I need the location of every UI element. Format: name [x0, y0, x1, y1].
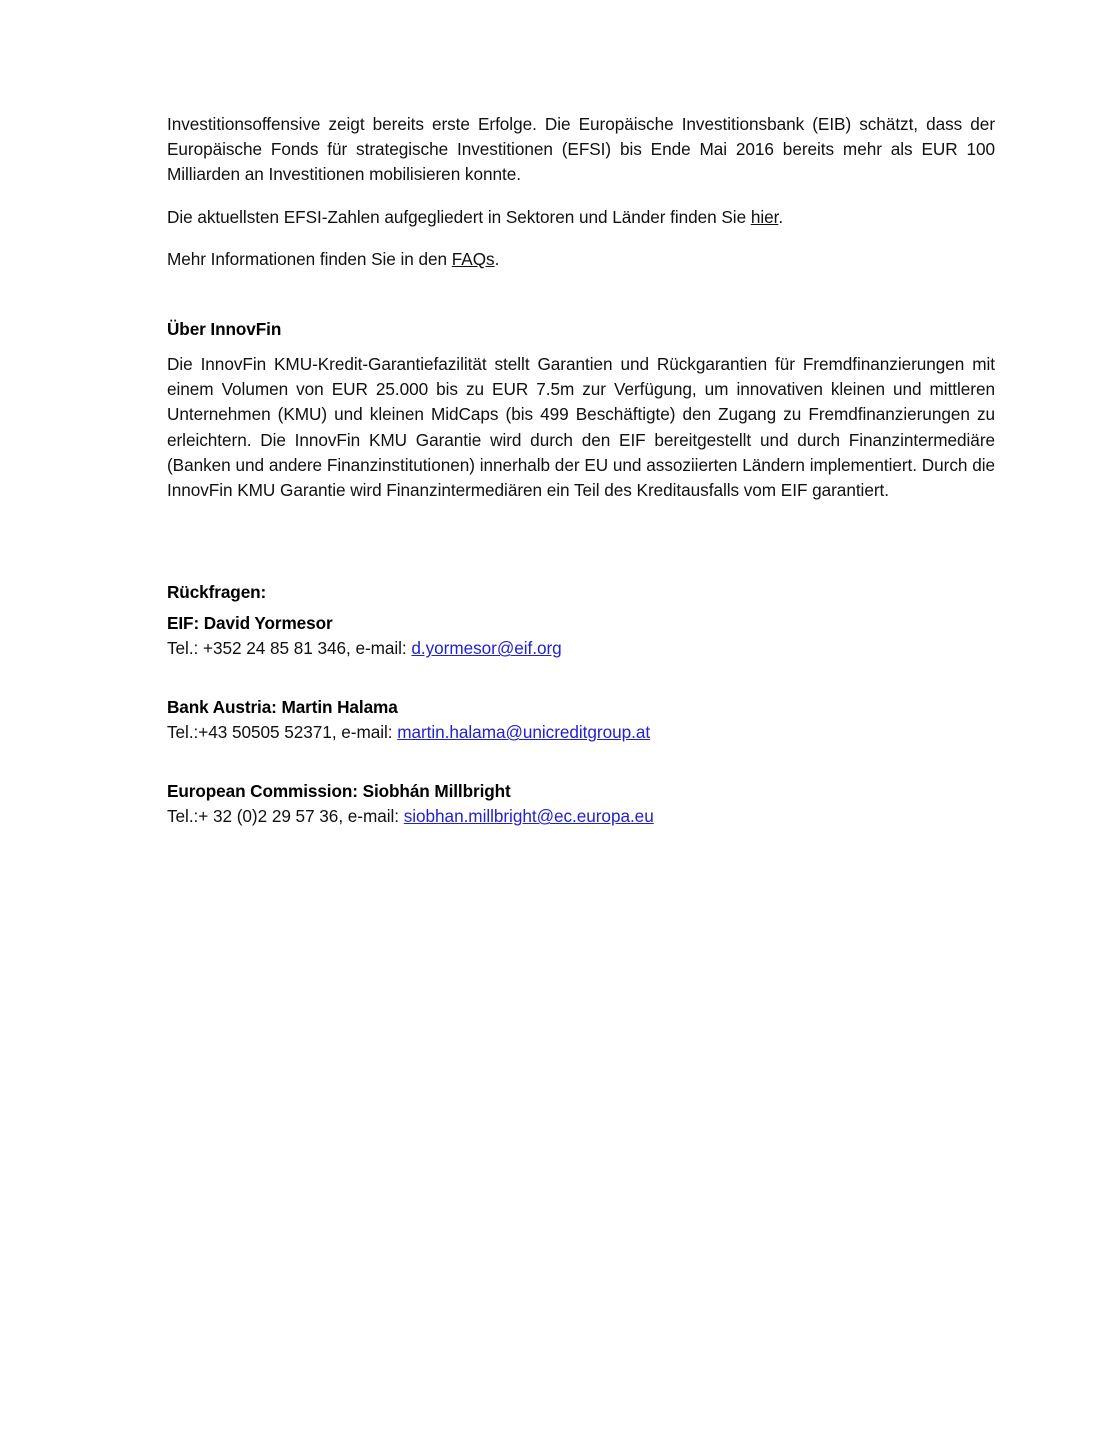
- contact-line-european-commission: [167, 804, 995, 829]
- intro-paragraph-3: [167, 247, 995, 272]
- intro-paragraph-3-text-before: Mehr Informationen finden Sie in den: [167, 248, 452, 269]
- efsi-figures-link[interactable]: hier: [750, 206, 779, 227]
- intro-paragraph-3-text-after: .: [494, 248, 500, 269]
- contact-name-eif: EIF: David Yormesor: [167, 613, 333, 634]
- contacts-heading: Rückfragen:: [167, 582, 267, 603]
- contact-email-european-commission[interactable]: siobhan.millbright@ec.europa.eu: [403, 806, 654, 827]
- spacer: [167, 272, 995, 317]
- contact-name-bank-austria: Bank Austria: Martin Halama: [167, 697, 398, 718]
- document-content: [167, 112, 995, 829]
- intro-paragraph-2: [167, 205, 995, 230]
- intro-paragraph-2-text-after: .: [778, 206, 784, 227]
- contact-tel-eif: Tel.: +352 24 85 81 346, e-mail:: [167, 638, 412, 659]
- spacer: [167, 188, 995, 205]
- contact-line-bank-austria: [167, 720, 995, 745]
- about-innovfin-heading: Über InnovFin: [167, 319, 282, 340]
- contact-name-european-commission: European Commission: Siobhán Millbright: [167, 781, 511, 802]
- contact-line-eif: [167, 636, 995, 661]
- spacer: [167, 503, 995, 580]
- contact-tel-european-commission: Tel.:+ 32 (0)2 29 57 36, e-mail:: [167, 806, 404, 827]
- contact-email-eif[interactable]: d.yormesor@eif.org: [411, 638, 562, 659]
- spacer: [167, 661, 995, 695]
- intro-paragraph-2-text-before: Die aktuellsten EFSI-Zahlen aufgegliedert in Sektoren und Länder finden Sie: [167, 206, 751, 227]
- faqs-link[interactable]: FAQs: [451, 248, 495, 269]
- about-innovfin-paragraph: Die InnovFin KMU-Kredit-Garantiefazilität stellt Garantien und Rückgarantien für Fremdfinanzierungen mit einem Volumen von EUR 25.000 bis zu EUR 7.5m zur Verfügung, um innovativen kleinen und mittleren Unternehmen (KMU) und kleinen MidCaps (bis 499 Beschäftigte) den Zugang zu Fremdfinanzierungen zu erleichtern. Die InnovFin KMU Garantie wird durch den EIF bereitgestellt und durch Finanzintermediäre (Banken und andere Finanzinstitutionen) innerhalb der EU und assoziierten Ländern implementiert. Durch die InnovFin KMU Garantie wird Finanzintermediären ein Teil des Kreditausfalls vom EIF garantiert.: [167, 354, 995, 501]
- spacer: [167, 341, 995, 352]
- contact-tel-bank-austria: Tel.:+43 50505 52371, e-mail:: [167, 722, 398, 743]
- spacer: [167, 745, 995, 779]
- contact-email-bank-austria[interactable]: martin.halama@unicreditgroup.at: [397, 722, 651, 743]
- spacer: [167, 230, 995, 247]
- intro-paragraph-1: Investitionsoffensive zeigt bereits erste Erfolge. Die Europäische Investitionsbank (EIB) schätzt, dass der Europäische Fonds für strategische Investitionen (EFSI) bis Ende Mai 2016 bereits mehr als EUR 100 Milliarden an Investitionen mobilisieren konnte.: [167, 114, 995, 185]
